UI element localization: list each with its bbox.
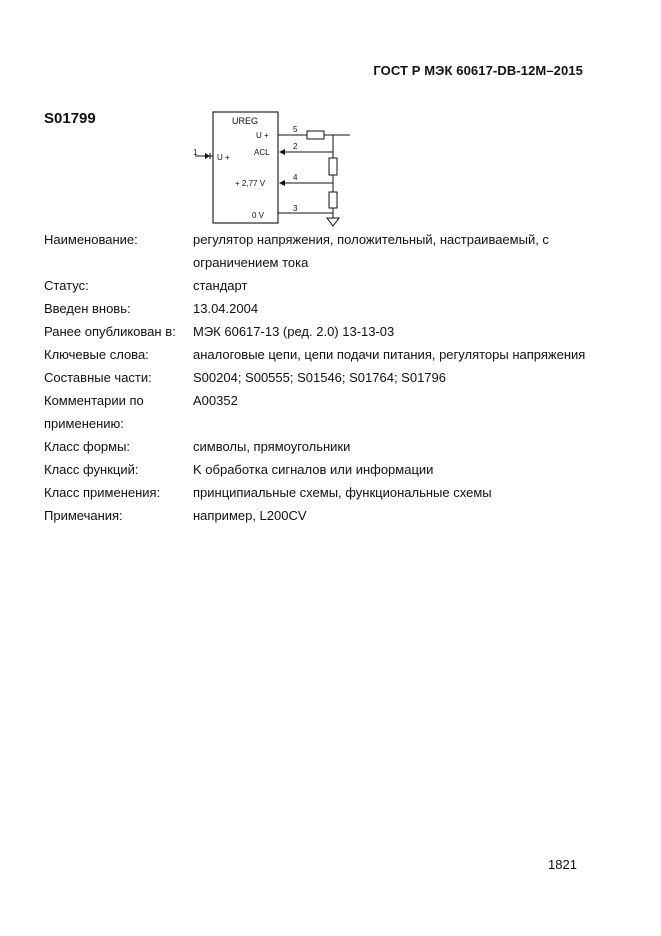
field-value: K обработка сигналов или информации	[193, 462, 434, 477]
symbol-code: S01799	[44, 110, 96, 127]
field-label: Примечания:	[44, 508, 123, 523]
field-value: аналоговые цепи, цепи подачи питания, регуляторы напряжения	[193, 347, 586, 362]
field-value: 13.04.2004	[193, 301, 259, 316]
field-label: Класс функций:	[44, 462, 139, 477]
page-number: 1821	[548, 857, 577, 872]
pin-number-4: 4	[293, 173, 298, 182]
ref-arrow	[279, 180, 285, 186]
pin-number-3: 3	[293, 204, 298, 213]
upper-resistor	[329, 158, 337, 175]
field-label: Ранее опубликован в:	[44, 324, 176, 339]
field-value: стандарт	[193, 278, 248, 293]
lower-resistor	[329, 192, 337, 208]
field-row	[44, 343, 619, 366]
field-value: регулятор напряжения, положительный, настраиваемый, с ограничением тока	[193, 232, 549, 270]
field-row	[44, 228, 619, 274]
field-label: Класс применения:	[44, 485, 161, 500]
field-label: Статус:	[44, 278, 89, 293]
field-value: например, L200CV	[193, 508, 307, 523]
symbol-diagram	[190, 108, 360, 232]
input-number: 1	[193, 148, 198, 157]
field-row	[44, 504, 619, 527]
field-value: символы, прямоугольники	[193, 439, 351, 454]
regulator-box	[213, 112, 278, 223]
output-label-u: U +	[256, 131, 269, 140]
field-row	[44, 458, 619, 481]
properties-list	[44, 228, 619, 527]
field-label: Комментарии по применению:	[44, 393, 144, 431]
output-label-0v: 0 V	[252, 211, 265, 220]
field-row	[44, 481, 619, 504]
field-value: принципиальные схемы, функциональные схемы	[193, 485, 492, 500]
field-label: Ключевые слова:	[44, 347, 149, 362]
field-label: Наименование:	[44, 232, 138, 247]
field-row	[44, 435, 619, 458]
field-row	[44, 297, 619, 320]
field-value: МЭК 60617-13 (ред. 2.0) 13-13-03	[193, 324, 395, 339]
field-value: S00204; S00555; S01546; S01764; S01796	[193, 370, 446, 385]
document-header: ГОСТ Р МЭК 60617-DB-12M–2015	[373, 63, 583, 78]
field-row	[44, 366, 619, 389]
pin-number-5: 5	[293, 125, 298, 134]
field-label: Класс формы:	[44, 439, 131, 454]
input-label: U +	[217, 153, 230, 162]
series-resistor	[307, 131, 324, 139]
ground-icon	[327, 218, 339, 226]
field-row	[44, 274, 619, 297]
field-label: Составные части:	[44, 370, 152, 385]
output-label-277: + 2,77 V	[235, 179, 266, 188]
block-title: UREG	[232, 116, 259, 126]
field-row	[44, 389, 619, 435]
field-value: A00352	[193, 393, 238, 408]
field-row	[44, 320, 619, 343]
input-arrow	[205, 153, 210, 159]
field-label: Введен вновь:	[44, 301, 131, 316]
acl-arrow	[279, 149, 285, 155]
output-label-acl: ACL	[254, 148, 270, 157]
pin-number-2: 2	[293, 142, 298, 151]
